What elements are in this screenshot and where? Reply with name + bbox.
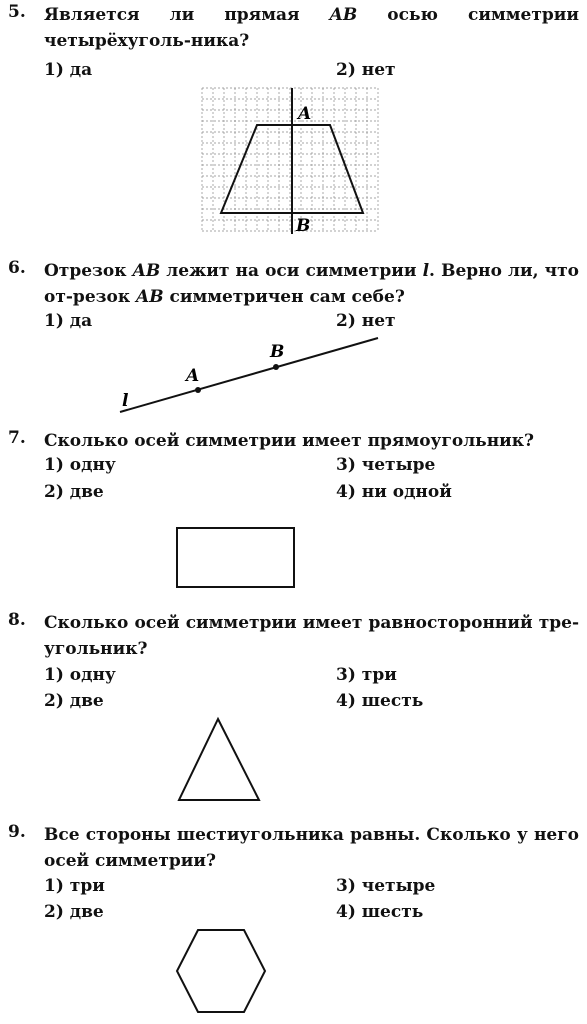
question-7-number: 7. xyxy=(8,428,26,448)
q6-text-part: . Верно ли, что от-резок xyxy=(44,261,579,307)
question-5-number: 5. xyxy=(8,2,26,22)
q9-hexagon xyxy=(177,930,265,1012)
q5-trapezoid-figure xyxy=(200,86,380,236)
q7-option-4[interactable]: 4) ни одной xyxy=(336,482,452,502)
q9-option-1[interactable]: 1) три xyxy=(44,876,105,896)
q8-triangle-figure xyxy=(176,716,262,804)
q6-text-part: Отрезок xyxy=(44,261,133,281)
q5-label-b: B xyxy=(296,216,311,236)
q9-hexagon-figure xyxy=(174,926,268,1016)
question-6-text xyxy=(44,258,579,310)
q5-text-part: Является ли прямая xyxy=(44,5,330,25)
q5-option-1[interactable]: 1) да xyxy=(44,60,93,80)
q5-option-2[interactable]: 2) нет xyxy=(336,60,396,80)
q9-option-2[interactable]: 2) две xyxy=(44,902,104,922)
q6-point-a xyxy=(195,387,201,393)
q7-option-1[interactable]: 1) одну xyxy=(44,455,116,475)
q6-text-ab: AB xyxy=(136,287,164,307)
question-7-text: Сколько осей симметрии имеет прямоугольник? xyxy=(44,431,535,451)
q7-rectangle-figure xyxy=(175,526,297,590)
q8-option-3[interactable]: 3) три xyxy=(336,665,397,685)
q9-option-4[interactable]: 4) шесть xyxy=(336,902,424,922)
q6-text-ab: AB xyxy=(132,261,161,281)
q8-option-1[interactable]: 1) одну xyxy=(44,665,116,685)
q6-text-l: l xyxy=(422,261,430,281)
q5-text-ab: AB xyxy=(329,5,358,25)
q8-option-4[interactable]: 4) шесть xyxy=(336,691,424,711)
question-5-text xyxy=(44,2,579,54)
q6-line-figure xyxy=(110,332,390,422)
q7-rectangle xyxy=(177,528,294,587)
question-9-number: 9. xyxy=(8,822,26,842)
q7-option-3[interactable]: 3) четыре xyxy=(336,455,436,475)
q8-triangle xyxy=(179,719,259,800)
q6-option-2[interactable]: 2) нет xyxy=(336,311,396,331)
q6-text-part: симметричен сам себе? xyxy=(163,287,405,307)
q6-option-1[interactable]: 1) да xyxy=(44,311,93,331)
q6-point-b xyxy=(273,364,279,370)
question-8-number: 8. xyxy=(8,610,26,630)
q6-line-l xyxy=(120,338,378,412)
q5-label-a: A xyxy=(298,104,312,124)
q8-option-2[interactable]: 2) две xyxy=(44,691,104,711)
q9-option-3[interactable]: 3) четыре xyxy=(336,876,436,896)
q6-label-b: B xyxy=(270,342,285,362)
q7-option-2[interactable]: 2) две xyxy=(44,482,104,502)
question-9-text: Все стороны шестиугольника равны. Сколько у него осей симметрии? xyxy=(44,825,579,871)
q6-text-part: лежит на оси симметрии xyxy=(160,261,423,281)
q6-label-a: A xyxy=(186,366,200,386)
question-6-number: 6. xyxy=(8,258,26,278)
q6-label-l: l xyxy=(122,391,129,411)
q5-text-part: осью симметрии четырёхуголь-ника? xyxy=(44,5,579,51)
question-8-text: Сколько осей симметрии имеет равносторонний тре-угольник? xyxy=(44,613,579,659)
q5-grid xyxy=(202,88,378,231)
